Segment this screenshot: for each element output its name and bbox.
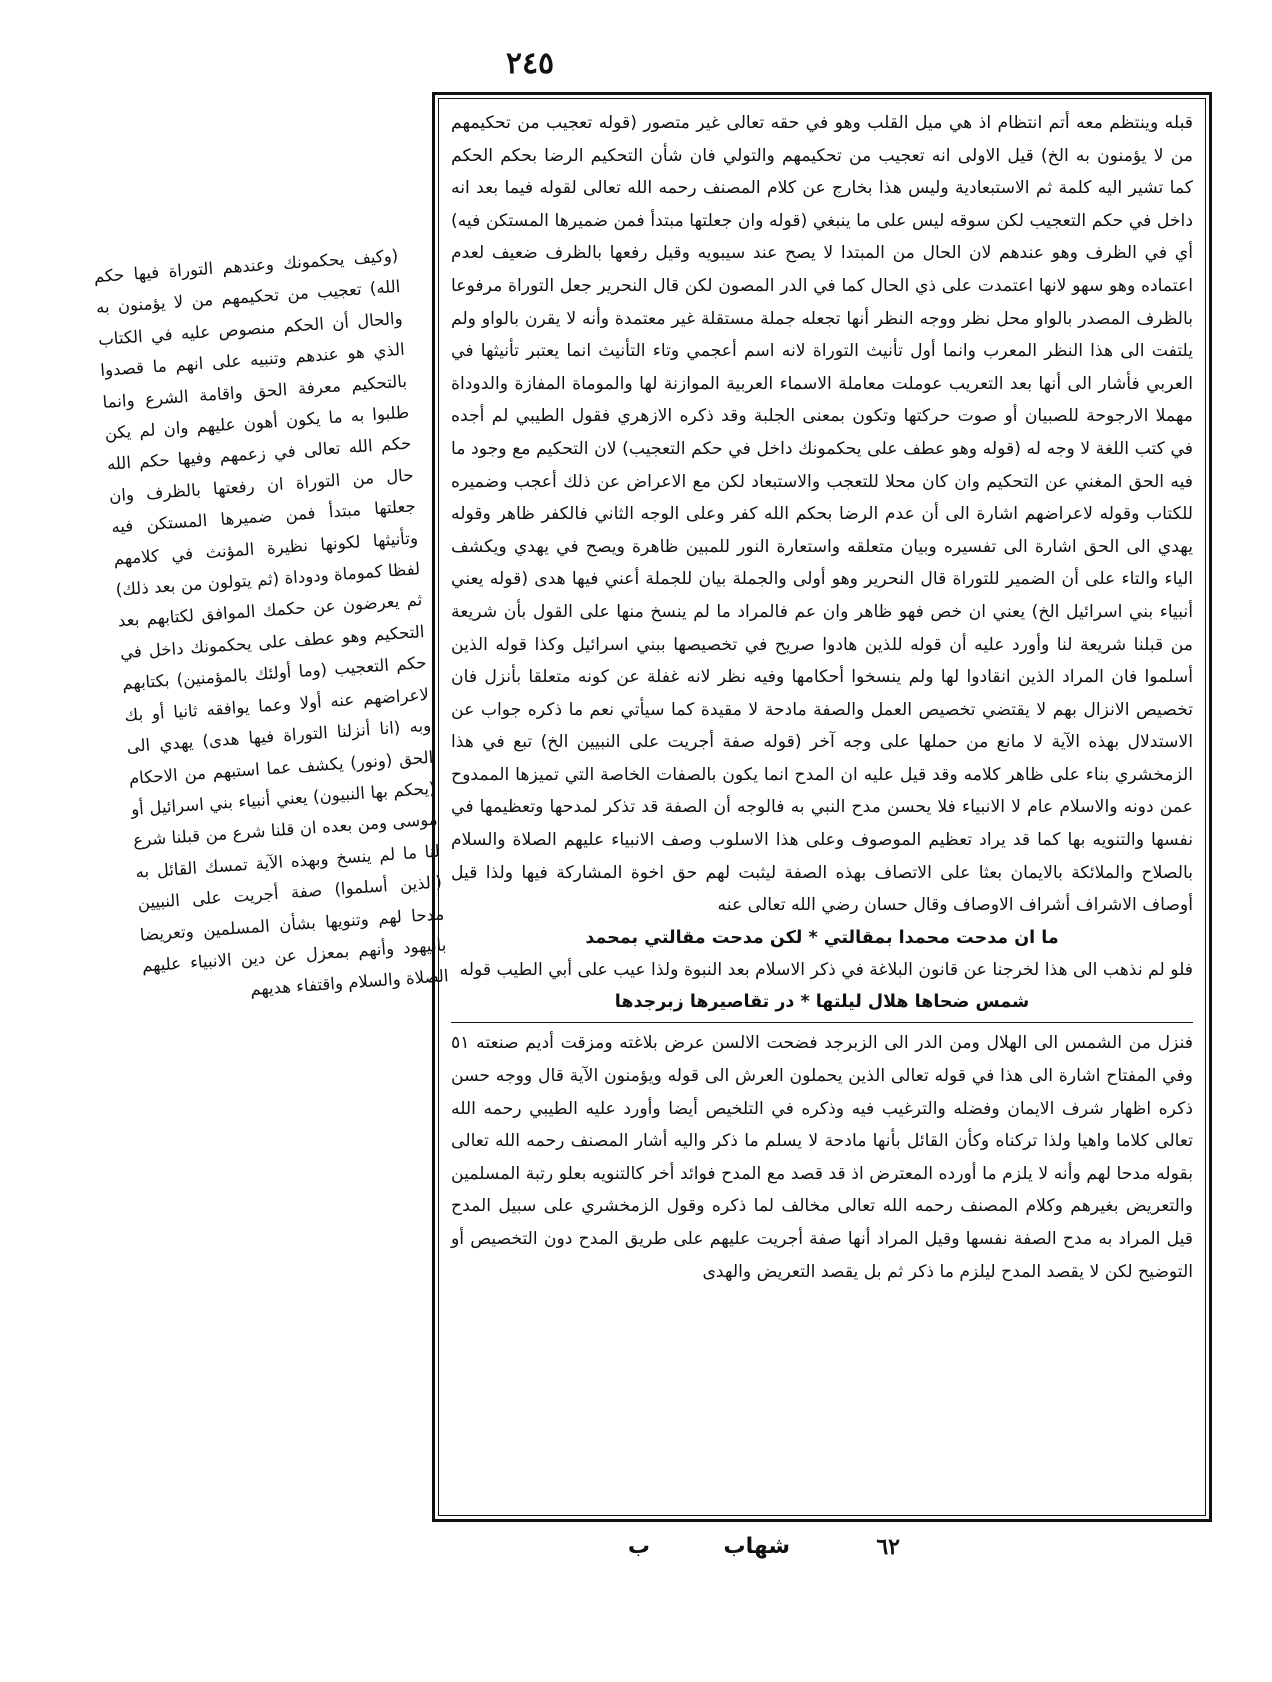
main-text-frame [432,92,1212,1522]
page-number: ٢٤٥ [505,46,555,81]
catchword: ب [627,1534,650,1559]
signature-number: ٦٢ [876,1534,900,1560]
page-footer [600,1534,1020,1574]
commentary-paragraph: قبله وينتظم معه أتم انتظام اذ هي ميل القلب وهو في حقه تعالى غير متصور (قوله تعجيب من تحكيمهم من لا يؤمنون به الخ) قيل الاولى انه تعجيب من تحكيمهم والتولي فان شأن التحكيم الرضا بحكم الحكم كما تشير اليه كلمة ثم الاستبعادية وليس هذا بخارج عن كلام المصنف رحمه الله تعالى لقوله فيما بعد انه داخل في حكم التعجيب لكن سوقه ليس على ما ينبغي (قوله وان جعلتها مبتدأ فمن ضميرها المستكن فيه) أي في الظرف وهو عندهم لان الحال من المبتدا لا يصح عند سيبويه وقيل رفعها بالظرف ضعيف لعدم اعتماده وهو سهو لانها اعتمدت على ذي الحال كما في الدر المصون لكن قال النحرير جعل التوراة مرفوعا بالظرف المصدر بالواو محل نظر ووجه النظر أنها تجعله جملة مستقلة غير معتمدة وأنه لا يقرن بالواو ولم يلتفت الى هذا النظر المعرب وانما أول تأنيث التوراة لانه اسم أعجمي وتاء التأنيث انما يعتبر تأنيثها في العربي فأشار الى أنها بعد التعريب عوملت معاملة الاسماء العربية الموازنة لها والموماة المفازة والدوداة مهملا الارجوحة للصبيان أو صوت حركتها وتكون بمعنى الجلبة وقد ذكره الازهري فقول الطيبي لم أجده في كتب اللغة لا وجه له (قوله وهو عطف على يحكمونك داخل في حكم التعجيب) لان التحكيم مع وجود ما فيه الحق المغني عن التحكيم وان كان محلا للتعجب والاستبعاد لكن مع الاعراض عن ذلك أعجب وضميره للكتاب وقوله لاعراضهم اشارة الى أن عدم الرضا بحكم الله كفر وعلى الوجه الثاني فالكفر ظاهر وقوله يهدي الى الحق اشارة الى تفسيره وبيان متعلقه واستعارة النور للمبين ظاهرة ويصح في يهدي ويكشف الياء والتاء على أن الضمير للتوراة قال النحرير وهو أولى والجملة بيان للجملة أعني فيها هدى (قوله يعني أنبياء بني اسرائيل الخ) يعني ان خص فهو ظاهر وان عم فالمراد ما لم ينسخ منها على القول بأن شريعة من قبلنا شريعة لنا وأورد عليه أن قوله للذين هادوا صريح في تخصيصها ببني اسرائيل وكذا قوله الذين أسلموا فان المراد الذين انقادوا لها ولم ينسخوا أحكامها وفيه نظر لانه غفلة عن كونه متعلقا بأنزل فان تخصيص الانزال بهم لا يقتضي تخصيص العمل والصفة مادحة لا مقيدة كما سيأتي نعم ما ذكره جواب عن الاستدلال بهذه الآية لا مانع من حملها على وجه آخر (قوله صفة أجريت على النبيين الخ) تبع في هذا الزمخشري بناء على ظاهر كلامه وقد قيل عليه ان المدح انما يكون بالصفات الخاصة التي تميزها الممدوح عمن دونه والاسلام عام لا الانبياء فلا يحسن مدح النبي به فالوجه أن الصفة قد تذكر لمدحها وتعظيمها في نفسها والتنويه بها كما قد يراد تعظيم الموصوف وعلى هذا الاسلوب وصف الانبياء عليهم الصلاة والسلام بالصلاح والملائكة بالايمان بعثا على الاتصاف بهذه الصفة ليثبت لهم حق اخوة المشاركة فيها ولذا قيل أوصاف الاشراف أشراف الاوصاف وقال حسان رضي الله تعالى عنه [451,113,1193,916]
footnote-divider [451,1022,1193,1023]
margin-commentary: (وكيف يحكمونك وعندهم التوراة فيها حكم الله) تعجيب من تحكيمهم من لا يؤمنون به والحال أن الحكم منصوص عليه في الكتاب الذي هو عندهم وتنبيه على انهم ما قصدوا بالتحكيم معرفة الحق واقامة الشرع وانما طلبوا به ما يكون أهون عليهم وان لم يكن حكم الله تعالى في زعمهم وفيها حكم الله حال من التوراة ان رفعتها بالظرف وان جعلتها مبتدأ فمن ضميرها المستكن فيه وتأنيثها لكونها نظيرة المؤنث في كلامهم لفظا كموماة ودوداة (ثم يتولون من بعد ذلك) ثم يعرضون عن حكمك الموافق لكتابهم بعد التحكيم وهو عطف على يحكمونك داخل في حكم التعجيب (وما أولئك بالمؤمنين) بكتابهم لاعراضهم عنه أولا وعما يوافقه ثانيا أو بك وبه (انا أنزلنا التوراة فيها هدى) يهدي الى الحق (ونور) يكشف عما استبهم من الاحكام (يحكم بها النبيون) يعني أنبياء بني اسرائيل أو موسى ومن بعده ان قلنا شرع من قبلنا شرع لنا ما لم ينسخ وبهذه الآية تمسك القائل به (الذين أسلموا) صفة أجريت على النبيين مدحا لهم وتنويها بشأن المسلمين وتعريضا باليهود وأنهم بمعزل عن دين الانبياء عليهم الصلاة والسلام واقتفاء هديهم [93,245,450,1000]
poetry-verse: ما ان مدحت محمدا بمقالتي * لكن مدحت مقالتي بمحمد [585,927,1059,948]
commentary-paragraph: فلو لم نذهب الى هذا لخرجنا عن قانون البلاغة في ذكر الاسلام بعد النبوة ولذا عيب على أبي الطيب قوله [459,959,1193,980]
main-text-inner-frame [438,98,1206,1516]
poetry-verse: شمس ضحاها هلال ليلتها * در تقاصيرها زبرجدها [614,992,1030,1013]
footnote-paragraph: فنزل من الشمس الى الهلال ومن الدر الى الزبرجد فضحت الالسن عرض بلاغته ومزقت أديم صنعته ٥١ وفي المفتاح اشارة الى هذا في قوله تعالى الذين يحملون العرش الى قوله ويؤمنون الآية قال ووجه حسن ذكره اظهار شرف الايمان وفضله والترغيب فيه وذكره في التلخيص أيضا وأورد عليه الطيبي رحمه الله تعالى كلاما واهيا ولذا تركناه وكأن القائل بأنها مادحة لا يسلم ما ذكر واليه أشار المصنف رحمه الله تعالى بقوله مدحا لهم وأنه لا يلزم ما أورده المعترض اذ قد قصد مع المدح فوائد أخر كالتنويه بعلو رتبة المسلمين والتعريض بغيرهم وكلام المصنف رحمه الله تعالى مخالف لما ذكره وقول الزمخشري على سبيل المدح قيل المراد به مدح الصفة نفسها وقيل المراد أنها صفة أجريت عليهم على طريق المدح دون التخصيص أو التوضيح لكن لا يقصد المدح ليلزم ما ذكر ثم بل يقصد التعريض والهدى [451,1033,1193,1282]
signature-label: شهاب [723,1534,790,1559]
